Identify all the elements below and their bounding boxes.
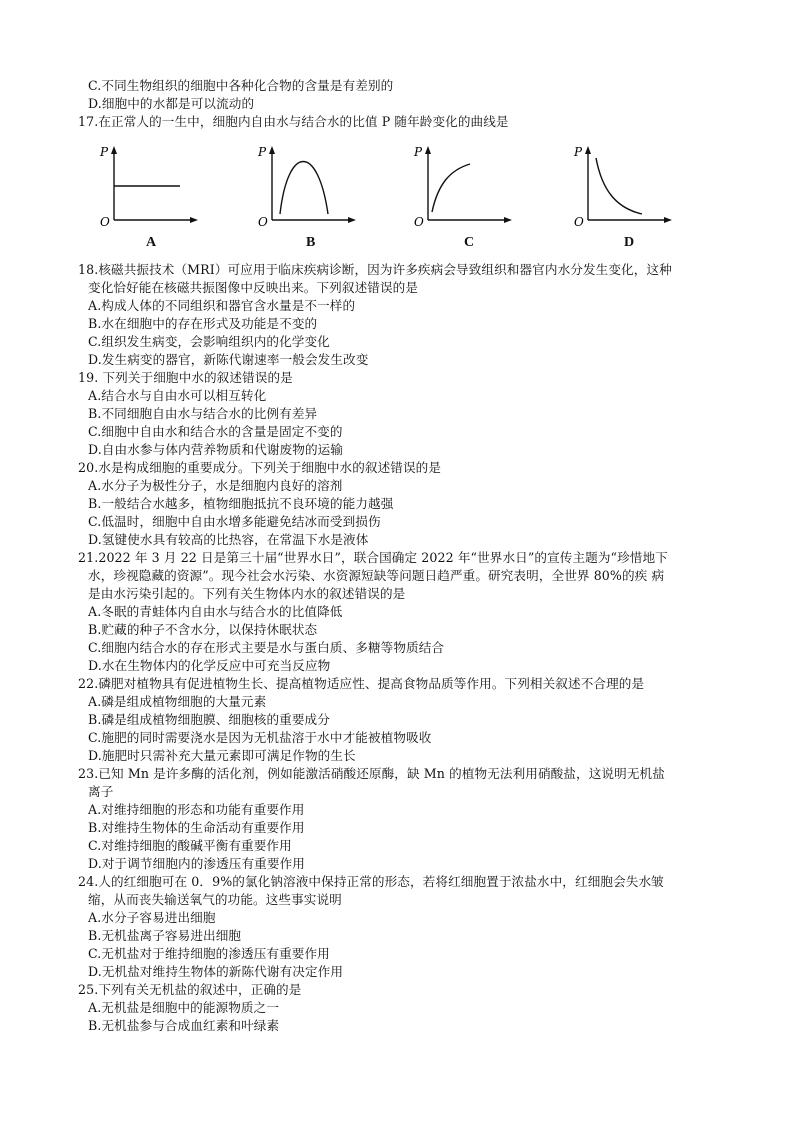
graph-option-c [406,140,516,256]
graph-a-label: A [146,235,157,250]
axis-origin-label: O [574,215,584,229]
answer-option: A.水分子为极性分子，水是细胞内良好的溶剂 [88,478,343,493]
question-stem: 23.已知 Mn 是许多酶的活化剂，例如能激活硝酸还原酶，缺 Mn 的植物无法利用硝酸盐，这说明无机盐 [78,766,665,781]
curve-options [92,140,682,256]
axis-origin-label: O [258,215,268,229]
answer-option: D.发生病变的器官，新陈代谢速率一般会发生改变 [88,352,369,367]
graph-option-b [250,140,360,256]
answer-option: C.组织发生病变，会影响组织内的化学变化 [88,334,330,349]
answer-option: C.细胞内结合水的存在形式主要是水与蛋白质、多糖等物质结合 [88,640,445,655]
question-stem: 19. 下列关于细胞中水的叙述错误的是 [78,370,293,385]
answer-option: B.不同细胞自由水与结合水的比例有差异 [88,406,318,421]
answer-option: C.无机盐对于维持细胞的渗透压有重要作用 [88,946,330,961]
question-stem: 22.磷肥对植物具有促进植物生长、提高植物适应性、提高食物品质等作用。下列相关叙述不合理的是 [78,676,645,691]
axis-origin-label: O [100,215,110,229]
graph-c-label: C [464,235,475,250]
question-stem-continued: 是由水污染引起的。下列有关生物体内水的叙述错误的是 [88,586,406,601]
graph-d-plot [566,140,676,236]
answer-option: D.施肥时只需补充大量元素即可满足作物的生长 [88,748,356,763]
answer-option: C.低温时，细胞中自由水增多能避免结冰而受到损伤 [88,514,381,529]
answer-option: C.细胞中自由水和结合水的含量是固定不变的 [88,424,343,439]
answer-option: D.无机盐对维持生物体的新陈代谢有决定作用 [88,964,344,979]
graph-option-a [92,140,202,256]
question-stem: 25.下列有关无机盐的叙述中，正确的是 [78,982,302,997]
answer-option: A.水分子容易进出细胞 [88,910,216,925]
answer-option: B.磷是组成植物细胞膜、细胞核的重要成分 [88,712,330,727]
answer-option: D.水在生物体内的化学反应中可充当反应物 [88,658,331,673]
answer-option: A.磷是组成植物细胞的大量元素 [88,694,267,709]
axis-p-label: P [100,145,109,159]
answer-option: A.结合水与自由水可以相互转化 [88,388,267,403]
answer-option: D.自由水参与体内营养物质和代谢废物的运输 [88,442,344,457]
graph-option-d [566,140,676,256]
answer-option: C.施肥的同时需要浇水是因为无机盐溶于水中才能被植物吸收 [88,730,432,745]
answer-option: B.一般结合水越多，植物细胞抵抗不良环境的能力越强 [88,496,394,511]
answer-option: A.对维持细胞的形态和功能有重要作用 [88,802,305,817]
question-stem: 21.2022 年 3 月 22 日是第三十届“世界水日”，联合国确定 2022 年“世界水日”的宣传主题为“珍惜地下 [78,550,668,565]
answer-option: A.构成人体的不同组织和器官含水量是不一样的 [88,298,356,313]
question-stem: 24.人的红细胞可在 0．9%的氯化钠溶液中保持正常的形态，若将红细胞置于浓盐水中，红细胞会失水皱 [78,874,664,889]
axis-p-label: P [574,145,583,159]
graph-c-plot [406,140,516,236]
graph-b-plot [250,140,360,236]
graph-d-label: D [624,235,635,250]
answer-option: B.贮藏的种子不含水分，以保持休眠状态 [88,622,318,637]
graph-b-label: B [306,235,316,250]
answer-option: D.对于调节细胞内的渗透压有重要作用 [88,856,305,871]
answer-option: C.对维持细胞的酸碱平衡有重要作用 [88,838,292,853]
graph-a-plot [92,140,202,236]
question-stem-continued: 离子 [88,784,114,799]
question-stem: 20.水是构成细胞的重要成分。下列关于细胞中水的叙述错误的是 [78,460,442,475]
axis-p-label: P [414,145,423,159]
answer-option: C.不同生物组织的细胞中各种化合物的含量是有差别的 [88,78,394,93]
answer-option: B.无机盐参与合成血红素和叶绿素 [88,1018,280,1033]
answer-option: B.水在细胞中的存在形式及功能是不变的 [88,316,318,331]
axis-p-label: P [258,145,267,159]
question-stem: 17.在正常人的一生中，细胞内自由水与结合水的比值 P 随年龄变化的曲线是 [78,114,509,129]
answer-option: B.无机盐离子容易进出细胞 [88,928,242,943]
answer-option: A.无机盐是细胞中的能源物质之一 [88,1000,280,1015]
question-stem-continued: 缩，从而丧失输送氧气的功能。这些事实说明 [88,892,342,907]
axis-origin-label: O [414,215,424,229]
answer-option: D.细胞中的水都是可以流动的 [88,96,255,111]
question-stem: 18.核磁共振技术（MRI）可应用于临床疾病诊断，因为许多疾病会导致组织和器官内水分发生变化，这种 [78,262,672,277]
answer-option: A.冬眠的青蛙体内自由水与结合水的比值降低 [88,604,343,619]
answer-option: D.氢键使水具有较高的比热容，在常温下水是液体 [88,532,369,547]
question-stem-continued: 变化恰好能在核磁共振图像中反映出来。下列叙述错误的是 [88,280,419,295]
answer-option: B.对维持生物体的生命活动有重要作用 [88,820,305,835]
question-stem-continued: 水，珍视隐藏的资源”。现今社会水污染、水资源短缺等问题日趋严重。研究表明，全世界 80%的疾 病 [88,568,665,583]
